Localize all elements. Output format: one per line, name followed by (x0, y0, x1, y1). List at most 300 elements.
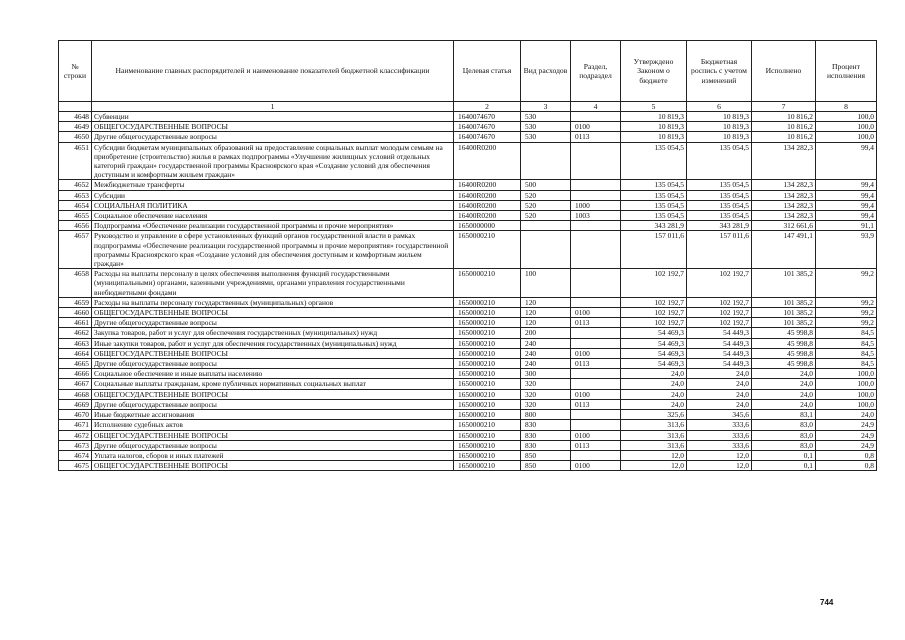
row-budget-schedule: 135 054,5 (687, 200, 752, 210)
row-budget-schedule: 135 054,5 (687, 190, 752, 200)
table-row (59, 211, 877, 221)
table-row (59, 200, 877, 210)
row-percent: 99,4 (816, 190, 877, 200)
row-name: ОБЩЕГОСУДАРСТВЕННЫЕ ВОПРОСЫ (92, 348, 454, 358)
row-name: Подпрограмма «Обеспечение реализации государственной программы и прочие мероприятия» (92, 221, 454, 231)
row-target-article: 1650000210 (454, 369, 521, 379)
row-expense-type: 240 (521, 348, 571, 358)
row-expense-type: 520 (521, 190, 571, 200)
row-executed: 101 385,2 (752, 297, 816, 307)
row-approved: 54 469,3 (621, 328, 687, 338)
row-expense-type: 850 (521, 450, 571, 460)
row-expense-type: 300 (521, 369, 571, 379)
row-target-article: 1650000210 (454, 410, 521, 420)
row-executed: 134 282,3 (752, 211, 816, 221)
row-percent: 99,2 (816, 297, 877, 307)
row-percent: 100,0 (816, 389, 877, 399)
row-expense-type: 530 (521, 112, 571, 122)
row-executed: 45 998,8 (752, 359, 816, 369)
row-target-article: 1650000210 (454, 430, 521, 440)
row-number: 4663 (59, 338, 92, 348)
row-number: 4674 (59, 450, 92, 460)
table-row (59, 190, 877, 200)
row-approved: 10 819,3 (621, 132, 687, 142)
row-approved: 24,0 (621, 379, 687, 389)
row-budget-schedule: 24,0 (687, 379, 752, 389)
row-target-article: 1650000210 (454, 359, 521, 369)
row-expense-type: 200 (521, 328, 571, 338)
column-number: 2 (454, 102, 521, 112)
row-approved: 313,6 (621, 430, 687, 440)
row-budget-schedule: 345,6 (687, 410, 752, 420)
row-expense-type: 530 (521, 132, 571, 142)
row-expense-type: 830 (521, 440, 571, 450)
header-expense-type: Вид расходов (521, 41, 571, 102)
row-target-article: 1650000210 (454, 308, 521, 318)
row-executed: 45 998,8 (752, 348, 816, 358)
row-number: 4671 (59, 420, 92, 430)
row-budget-schedule: 10 819,3 (687, 122, 752, 132)
row-section (571, 450, 621, 460)
row-name: Уплата налогов, сборов и иных платежей (92, 450, 454, 460)
row-executed: 10 816,2 (752, 122, 816, 132)
row-percent: 99,4 (816, 142, 877, 180)
row-number: 4667 (59, 379, 92, 389)
row-budget-schedule: 10 819,3 (687, 112, 752, 122)
row-executed: 10 816,2 (752, 132, 816, 142)
row-number: 4666 (59, 369, 92, 379)
row-target-article: 1640074670 (454, 132, 521, 142)
column-number: 4 (571, 102, 621, 112)
row-name: Закупка товаров, работ и услуг для обеспечения государственных (муниципальных) нужд (92, 328, 454, 338)
row-percent: 84,5 (816, 348, 877, 358)
row-expense-type: 320 (521, 399, 571, 409)
row-expense-type: 120 (521, 297, 571, 307)
column-number: 8 (816, 102, 877, 112)
row-section (571, 297, 621, 307)
table-row (59, 132, 877, 142)
header-executed: Исполнено (752, 41, 816, 102)
header-name: Наименование главных распорядителей и наименование показателей бюджетной классификации (92, 41, 454, 102)
row-approved: 24,0 (621, 389, 687, 399)
table-row (59, 180, 877, 190)
table-row (59, 308, 877, 318)
row-target-article: 1650000210 (454, 399, 521, 409)
row-executed: 83,0 (752, 440, 816, 450)
row-section (571, 328, 621, 338)
row-number: 4649 (59, 122, 92, 132)
row-target-article: 1650000210 (454, 328, 521, 338)
row-name: СОЦИАЛЬНАЯ ПОЛИТИКА (92, 200, 454, 210)
row-executed: 83,0 (752, 420, 816, 430)
row-section: 0100 (571, 122, 621, 132)
table-row (59, 122, 877, 132)
column-numbers-row (59, 102, 877, 112)
column-number (59, 102, 92, 112)
table-row (59, 318, 877, 328)
row-approved: 54 469,3 (621, 359, 687, 369)
row-budget-schedule: 102 192,7 (687, 308, 752, 318)
row-name: ОБЩЕГОСУДАРСТВЕННЫЕ ВОПРОСЫ (92, 389, 454, 399)
table-row (59, 440, 877, 450)
row-target-article: 1650000210 (454, 461, 521, 471)
row-name: ОБЩЕГОСУДАРСТВЕННЫЕ ВОПРОСЫ (92, 461, 454, 471)
row-percent: 91,1 (816, 221, 877, 231)
table-row (59, 430, 877, 440)
row-name: ОБЩЕГОСУДАРСТВЕННЫЕ ВОПРОСЫ (92, 430, 454, 440)
row-budget-schedule: 135 054,5 (687, 142, 752, 180)
row-executed: 312 661,6 (752, 221, 816, 231)
row-number: 4655 (59, 211, 92, 221)
table-row (59, 348, 877, 358)
row-percent: 100,0 (816, 399, 877, 409)
row-number: 4664 (59, 348, 92, 358)
row-section (571, 231, 621, 269)
row-executed: 101 385,2 (752, 318, 816, 328)
row-executed: 101 385,2 (752, 269, 816, 298)
row-name: Социальное обеспечение и иные выплаты населению (92, 369, 454, 379)
row-number: 4673 (59, 440, 92, 450)
row-percent: 99,2 (816, 269, 877, 298)
table-row (59, 379, 877, 389)
row-executed: 24,0 (752, 389, 816, 399)
row-expense-type: 520 (521, 200, 571, 210)
row-approved: 313,6 (621, 440, 687, 450)
row-budget-schedule: 54 449,3 (687, 359, 752, 369)
row-section (571, 142, 621, 180)
row-section (571, 190, 621, 200)
row-budget-schedule: 102 192,7 (687, 318, 752, 328)
row-executed: 101 385,2 (752, 308, 816, 318)
row-expense-type: 850 (521, 461, 571, 471)
table-row (59, 112, 877, 122)
table-row (59, 420, 877, 430)
table-row (59, 410, 877, 420)
row-executed: 45 998,8 (752, 328, 816, 338)
row-percent: 0,8 (816, 461, 877, 471)
table-row (59, 359, 877, 369)
row-number: 4660 (59, 308, 92, 318)
row-approved: 102 192,7 (621, 269, 687, 298)
row-expense-type: 100 (521, 269, 571, 298)
row-approved: 135 054,5 (621, 200, 687, 210)
row-name: Другие общегосударственные вопросы (92, 132, 454, 142)
row-number: 4661 (59, 318, 92, 328)
row-executed: 24,0 (752, 379, 816, 389)
row-name: Иные закупки товаров, работ и услуг для обеспечения государственных (муниципальных) нужд (92, 338, 454, 348)
row-section (571, 221, 621, 231)
row-percent: 99,4 (816, 200, 877, 210)
table-row (59, 461, 877, 471)
row-budget-schedule: 333,6 (687, 440, 752, 450)
header-section: Раздел, подраздел (571, 41, 621, 102)
row-percent: 100,0 (816, 369, 877, 379)
row-expense-type: 320 (521, 389, 571, 399)
row-section (571, 379, 621, 389)
table-row (59, 338, 877, 348)
table-row (59, 328, 877, 338)
row-number: 4668 (59, 389, 92, 399)
row-expense-type (521, 142, 571, 180)
table-row (59, 269, 877, 298)
row-number: 4670 (59, 410, 92, 420)
row-approved: 102 192,7 (621, 318, 687, 328)
header-target-article: Целевая статья (454, 41, 521, 102)
header-budget-schedule: Бюджетная роспись с учетом изменений (687, 41, 752, 102)
row-number: 4656 (59, 221, 92, 231)
row-target-article: 1650000210 (454, 231, 521, 269)
row-target-article: 1650000210 (454, 297, 521, 307)
row-approved: 157 011,6 (621, 231, 687, 269)
row-approved: 24,0 (621, 399, 687, 409)
row-budget-schedule: 24,0 (687, 369, 752, 379)
row-target-article: 16400R0200 (454, 200, 521, 210)
row-percent: 24,9 (816, 430, 877, 440)
row-section: 0100 (571, 308, 621, 318)
table-body (59, 112, 877, 471)
row-target-article: 16400R0200 (454, 180, 521, 190)
row-approved: 313,6 (621, 420, 687, 430)
row-budget-schedule: 135 054,5 (687, 180, 752, 190)
row-section (571, 338, 621, 348)
row-target-article: 16400R0200 (454, 142, 521, 180)
row-target-article: 1650000210 (454, 389, 521, 399)
table-row (59, 297, 877, 307)
row-number: 4657 (59, 231, 92, 269)
row-approved: 54 469,3 (621, 348, 687, 358)
row-approved: 135 054,5 (621, 211, 687, 221)
row-executed: 134 282,3 (752, 142, 816, 180)
row-name: Другие общегосударственные вопросы (92, 359, 454, 369)
page-number: 744 (820, 598, 834, 607)
row-target-article: 16400R0200 (454, 211, 521, 221)
row-budget-schedule: 10 819,3 (687, 132, 752, 142)
row-number: 4672 (59, 430, 92, 440)
row-name: Другие общегосударственные вопросы (92, 440, 454, 450)
row-target-article: 1640074670 (454, 112, 521, 122)
row-percent: 24,9 (816, 420, 877, 430)
header-row (59, 41, 877, 102)
row-executed: 134 282,3 (752, 190, 816, 200)
row-executed: 134 282,3 (752, 200, 816, 210)
row-section: 0100 (571, 461, 621, 471)
row-percent: 84,5 (816, 338, 877, 348)
row-number: 4675 (59, 461, 92, 471)
row-name: Расходы на выплаты персоналу государственных (муниципальных) органов (92, 297, 454, 307)
row-section: 1003 (571, 211, 621, 221)
row-expense-type: 520 (521, 211, 571, 221)
row-approved: 343 281,9 (621, 221, 687, 231)
row-name: Социальное обеспечение населения (92, 211, 454, 221)
row-number: 4662 (59, 328, 92, 338)
row-approved: 102 192,7 (621, 308, 687, 318)
row-percent: 84,5 (816, 328, 877, 338)
row-percent: 99,4 (816, 180, 877, 190)
row-section: 0113 (571, 359, 621, 369)
row-name: ОБЩЕГОСУДАРСТВЕННЫЕ ВОПРОСЫ (92, 308, 454, 318)
row-percent: 100,0 (816, 122, 877, 132)
row-name: Субвенции (92, 112, 454, 122)
row-percent: 100,0 (816, 379, 877, 389)
row-budget-schedule: 135 054,5 (687, 211, 752, 221)
row-budget-schedule: 54 449,3 (687, 328, 752, 338)
row-executed: 134 282,3 (752, 180, 816, 190)
row-target-article: 1650000210 (454, 379, 521, 389)
row-number: 4659 (59, 297, 92, 307)
row-section (571, 269, 621, 298)
row-target-article: 1650000210 (454, 450, 521, 460)
row-budget-schedule: 54 449,3 (687, 348, 752, 358)
row-budget-schedule: 12,0 (687, 461, 752, 471)
row-expense-type (521, 231, 571, 269)
table-row (59, 231, 877, 269)
row-approved: 24,0 (621, 369, 687, 379)
row-section (571, 420, 621, 430)
row-target-article: 1650000210 (454, 338, 521, 348)
header-approved: Утверждено Законом о бюджете (621, 41, 687, 102)
row-budget-schedule: 333,6 (687, 420, 752, 430)
table-row (59, 369, 877, 379)
table-row (59, 142, 877, 180)
table-row (59, 399, 877, 409)
row-section: 0113 (571, 399, 621, 409)
row-budget-schedule: 102 192,7 (687, 269, 752, 298)
row-percent: 84,5 (816, 359, 877, 369)
row-executed: 147 491,1 (752, 231, 816, 269)
row-name: Иные бюджетные ассигнования (92, 410, 454, 420)
row-number: 4651 (59, 142, 92, 180)
row-executed: 83,1 (752, 410, 816, 420)
header-row-number: № строки (59, 41, 92, 102)
row-name: Другие общегосударственные вопросы (92, 318, 454, 328)
column-number: 3 (521, 102, 571, 112)
table-row (59, 221, 877, 231)
row-percent: 0,8 (816, 450, 877, 460)
row-section: 1000 (571, 200, 621, 210)
row-percent: 24,9 (816, 440, 877, 450)
row-executed: 0,1 (752, 450, 816, 460)
header-percent: Процент исполнения (816, 41, 877, 102)
row-percent: 99,2 (816, 308, 877, 318)
row-expense-type: 120 (521, 308, 571, 318)
row-approved: 10 819,3 (621, 122, 687, 132)
row-approved: 12,0 (621, 450, 687, 460)
row-percent: 93,9 (816, 231, 877, 269)
row-target-article: 1650000210 (454, 269, 521, 298)
row-section (571, 180, 621, 190)
row-percent: 100,0 (816, 112, 877, 122)
table-row (59, 450, 877, 460)
row-name: Субсидии бюджетам муниципальных образований на предоставление социальных выплат молодым семьям на приобретение (строительство) жилья в рамках подпрограммы «Улучшение жилищных условий отдельных категорий граждан» государственной программы Красноярского края «Создание условий для обеспечения доступным и комфортным жильем граждан» (92, 142, 454, 180)
row-number: 4653 (59, 190, 92, 200)
row-name: Другие общегосударственные вопросы (92, 399, 454, 409)
column-number: 6 (687, 102, 752, 112)
row-name: Субсидии (92, 190, 454, 200)
row-section: 0113 (571, 318, 621, 328)
row-budget-schedule: 24,0 (687, 389, 752, 399)
row-number: 4669 (59, 399, 92, 409)
row-name: Социальные выплаты гражданам, кроме публичных нормативных социальных выплат (92, 379, 454, 389)
row-expense-type (521, 221, 571, 231)
row-executed: 24,0 (752, 369, 816, 379)
row-section: 0100 (571, 348, 621, 358)
row-approved: 102 192,7 (621, 297, 687, 307)
row-number: 4650 (59, 132, 92, 142)
row-budget-schedule: 12,0 (687, 450, 752, 460)
row-approved: 12,0 (621, 461, 687, 471)
row-section: 0100 (571, 389, 621, 399)
row-expense-type: 800 (521, 410, 571, 420)
row-approved: 135 054,5 (621, 190, 687, 200)
table-row (59, 389, 877, 399)
row-number: 4652 (59, 180, 92, 190)
column-number: 7 (752, 102, 816, 112)
column-number: 5 (621, 102, 687, 112)
row-executed: 24,0 (752, 399, 816, 409)
row-executed: 0,1 (752, 461, 816, 471)
row-percent: 100,0 (816, 132, 877, 142)
row-target-article: 1650000210 (454, 318, 521, 328)
row-budget-schedule: 54 449,3 (687, 338, 752, 348)
row-section (571, 369, 621, 379)
row-budget-schedule: 24,0 (687, 399, 752, 409)
row-target-article: 1650000210 (454, 440, 521, 450)
row-target-article: 1650000210 (454, 420, 521, 430)
row-approved: 10 819,3 (621, 112, 687, 122)
row-budget-schedule: 333,6 (687, 430, 752, 440)
row-executed: 83,0 (752, 430, 816, 440)
row-target-article: 16400R0200 (454, 190, 521, 200)
row-expense-type: 830 (521, 420, 571, 430)
row-section: 0113 (571, 440, 621, 450)
row-approved: 54 469,3 (621, 338, 687, 348)
row-section (571, 410, 621, 420)
row-number: 4654 (59, 200, 92, 210)
row-executed: 10 816,2 (752, 112, 816, 122)
row-expense-type: 120 (521, 318, 571, 328)
row-target-article: 1640074670 (454, 122, 521, 132)
column-number: 1 (92, 102, 454, 112)
row-percent: 99,4 (816, 211, 877, 221)
row-expense-type: 530 (521, 122, 571, 132)
row-approved: 135 054,5 (621, 180, 687, 190)
row-expense-type: 240 (521, 338, 571, 348)
row-section: 0100 (571, 430, 621, 440)
row-expense-type: 830 (521, 430, 571, 440)
row-name: Исполнение судебных актов (92, 420, 454, 430)
row-expense-type: 240 (521, 359, 571, 369)
row-name: ОБЩЕГОСУДАРСТВЕННЫЕ ВОПРОСЫ (92, 122, 454, 132)
row-expense-type: 500 (521, 180, 571, 190)
row-number: 4665 (59, 359, 92, 369)
row-budget-schedule: 102 192,7 (687, 297, 752, 307)
row-percent: 24,0 (816, 410, 877, 420)
row-section: 0113 (571, 132, 621, 142)
row-target-article: 1650000210 (454, 348, 521, 358)
row-name: Руководство и управление в сфере установленных функций органов государственной власти в рамках подпрограммы «Обеспечение реализации государственной программы и прочие мероприятия» государственной программы Красноярского края «Создание условий для обеспечения доступным и комфортным жильем граждан» (92, 231, 454, 269)
row-target-article: 1650000000 (454, 221, 521, 231)
row-executed: 45 998,8 (752, 338, 816, 348)
row-budget-schedule: 157 011,6 (687, 231, 752, 269)
row-approved: 135 054,5 (621, 142, 687, 180)
row-number: 4658 (59, 269, 92, 298)
row-expense-type: 320 (521, 379, 571, 389)
row-name: Расходы на выплаты персоналу в целях обеспечения выполнения функций государственными (муниципальными) органами, казенными учреждениями, органами управления государственными внебюджетными фондами (92, 269, 454, 298)
budget-execution-table (58, 40, 877, 471)
row-percent: 99,2 (816, 318, 877, 328)
row-budget-schedule: 343 281,9 (687, 221, 752, 231)
row-section (571, 112, 621, 122)
